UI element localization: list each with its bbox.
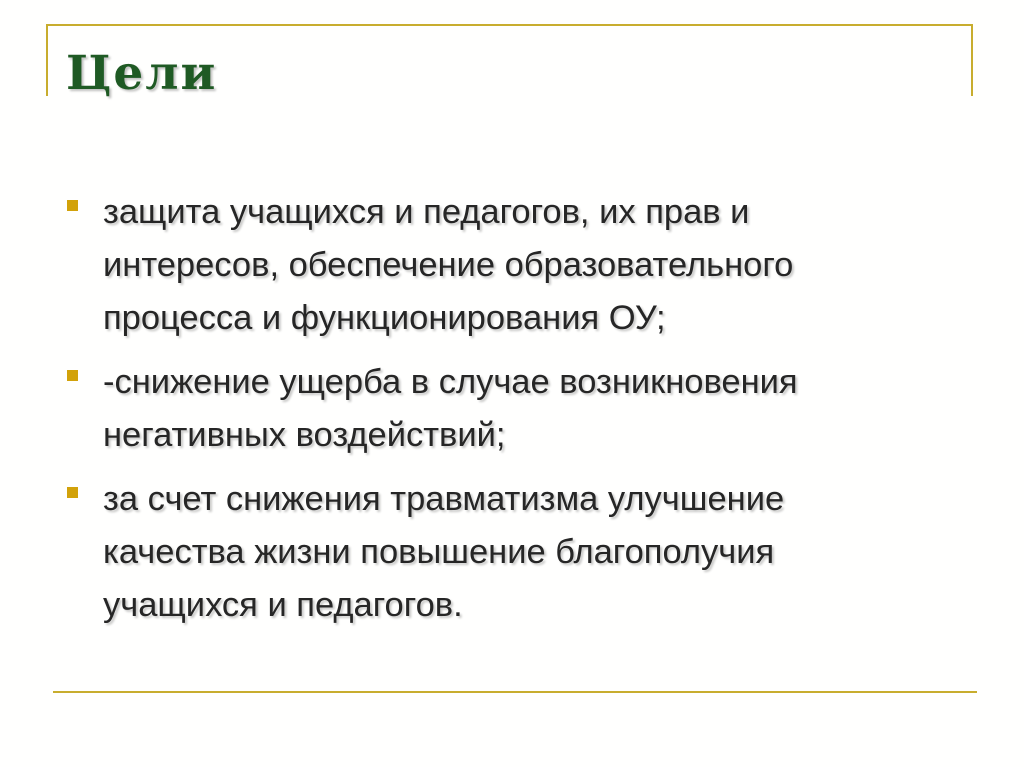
- bullet-1-line-2: интересов, обеспечение образовательного: [103, 246, 794, 284]
- square-bullet-icon: [67, 200, 78, 211]
- frame-right-line: [971, 24, 973, 96]
- bullet-3-line-3: учащихся и педагогов.: [103, 586, 463, 624]
- bullet-2-line-2: негативных воздействий;: [103, 416, 506, 454]
- bullet-1-line-1: защита учащихся и педагогов, их прав и: [103, 193, 750, 231]
- slide-title: Цели: [66, 46, 218, 101]
- bullet-3-line-1: за счет снижения травматизма улучшение: [103, 480, 785, 518]
- frame-top-line: [46, 24, 973, 26]
- frame-left-line: [46, 24, 48, 96]
- bullet-2-line-1: -снижение ущерба в случае возникновения: [103, 363, 798, 401]
- bullet-item-2: [67, 356, 987, 462]
- bullet-item-3: [67, 473, 987, 632]
- bullet-1-line-3: процесса и функционирования ОУ;: [103, 299, 666, 337]
- bullet-list: [67, 186, 987, 643]
- frame-bottom-line: [53, 691, 977, 693]
- square-bullet-icon: [67, 487, 78, 498]
- square-bullet-icon: [67, 370, 78, 381]
- bullet-item-1: [67, 186, 987, 345]
- bullet-3-line-2: качества жизни повышение благополучия: [103, 533, 775, 571]
